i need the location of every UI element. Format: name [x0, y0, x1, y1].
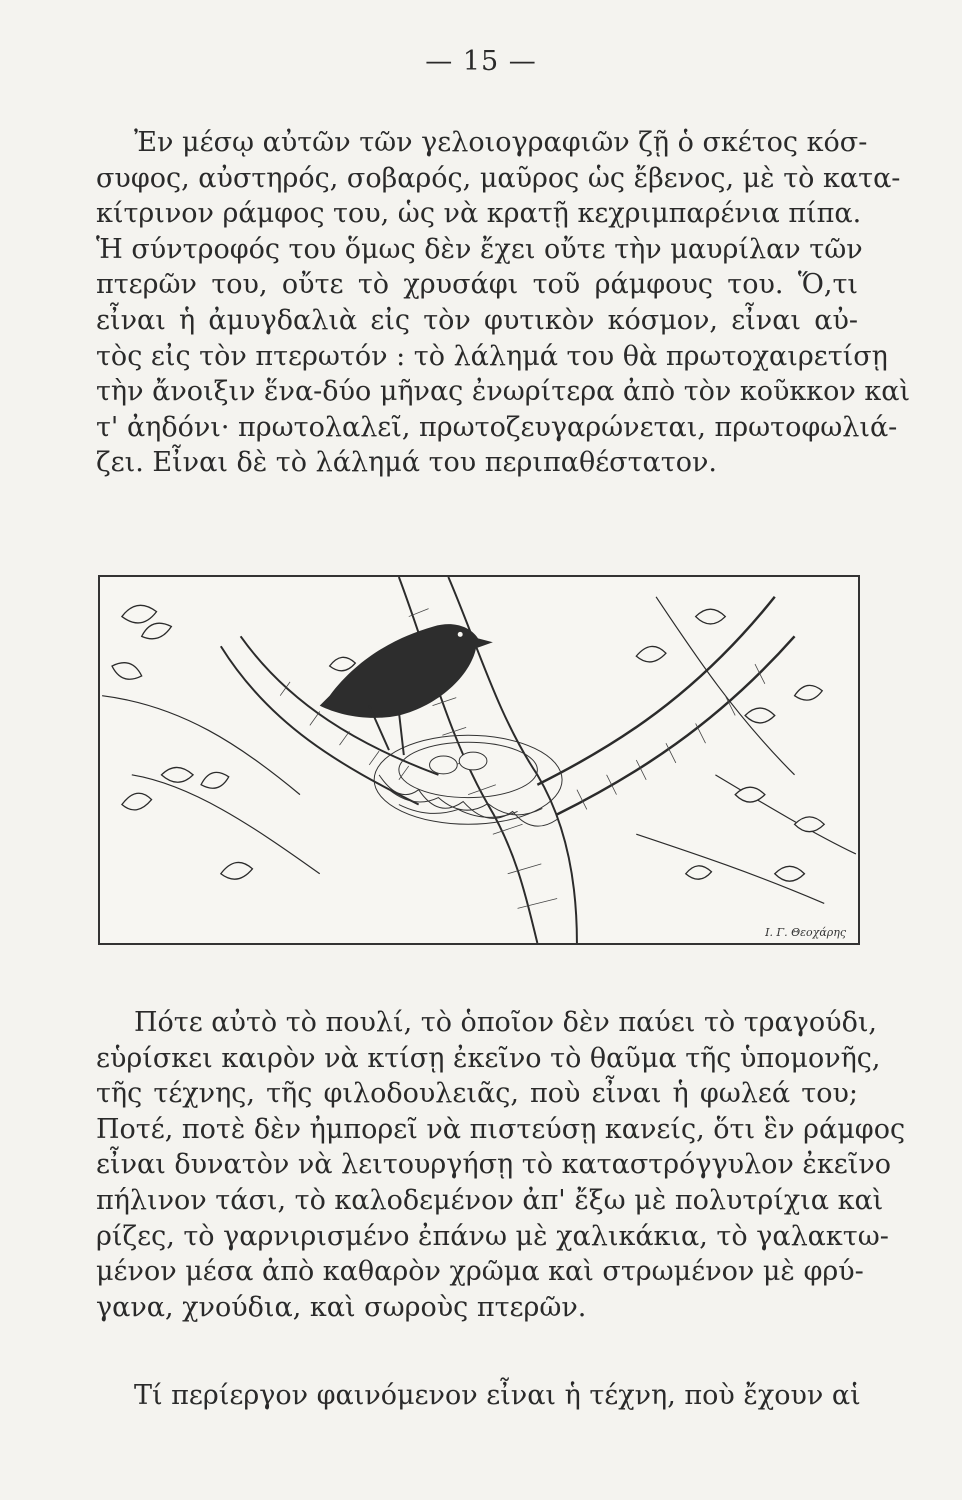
text-line: ρίζες, τὸ γαρνιρισμένο ἐπάνω μὲ χαλικάκια, τὸ γαλακτω- [96, 1220, 889, 1252]
text-line: γανα, χνούδια, καὶ σωροὺς πτερῶν. [96, 1291, 587, 1323]
text-line: Ἡ σύντροφός του ὅμως δὲν ἔχει οὔτε τὴν μαυρίλαν τῶν [96, 233, 863, 265]
text-line: Ἐν μέσῳ αὐτῶν τῶν γελοιογραφιῶν ζῇ ὁ σκέτος κόσ- [134, 127, 868, 158]
text-line: Ποτέ, ποτὲ δὲν ἠμπορεῖ νὰ πιστεύσῃ κανείς, ὅτι ἓν ράμφος [96, 1113, 906, 1145]
illustration-drawing [100, 577, 858, 943]
text-line: τὸς εἰς τὸν πτερωτόν : τὸ λάλημά του θὰ πρωτοχαιρετίσῃ [96, 340, 888, 372]
text-line: τ' ἀηδόνι· πρωτολαλεῖ, πρωτοζευγαρώνεται, πρωτοφωλιά- [96, 411, 898, 443]
paragraph-2 [96, 1005, 906, 1325]
illustrator-signature: Ι. Γ. Θεοχάρης [765, 926, 846, 939]
blackbird-nest-illustration [98, 575, 860, 945]
text-line: Πότε αὐτὸ τὸ πουλί, τὸ ὁποῖον δὲν παύει τὸ τραγούδι, [134, 1007, 877, 1038]
text-line: εὑρίσκει καιρὸν νὰ κτίσῃ ἐκεῖνο τὸ θαῦμα τῆς ὑπομονῆς, [96, 1042, 881, 1074]
page-number: — 15 — [425, 46, 537, 77]
paragraph-3 [96, 1378, 861, 1414]
text-line: Τί περίεργον φαινόμενον εἶναι ἡ τέχνη, ποὺ ἔχουν αἱ [134, 1380, 861, 1411]
text-line: κίτρινον ράμφος του, ὡς νὰ κρατῇ κεχριμπαρένια πίπα. [96, 198, 862, 230]
text-line: πήλινον τάσι, τὸ καλοδεμένον ἀπ' ἔξω μὲ πολυτρίχια καὶ [96, 1184, 884, 1216]
text-line: εἶναι ἡ ἀμυγδαλιὰ εἰς τὸν φυτικὸν κόσμον, εἶναι αὐ- [96, 304, 858, 336]
text-line: τῆς τέχνης, τῆς φιλοδουλειᾶς, ποὺ εἶναι ἡ φωλεά του; [96, 1078, 858, 1110]
text-line: τὴν ἄνοιξιν ἕνα-δύο μῆνας ἐνωρίτερα ἀπὸ τὸν κοῦκκον καὶ [96, 376, 911, 408]
text-line: συφος, αὐστηρός, σοβαρός, μαῦρος ὡς ἔβενος, μὲ τὸ κατα- [96, 162, 901, 194]
text-line: ζει. Εἶναι δὲ τὸ λάλημά του περιπαθέστατον. [96, 447, 717, 479]
text-line: μένον μέσα ἀπὸ καθαρὸν χρῶμα καὶ στρωμένον μὲ φρύ- [96, 1256, 864, 1288]
paragraph-1 [96, 125, 911, 481]
text-line: εἶναι δυνατὸν νὰ λειτουργήσῃ τὸ καταστρόγγυλον ἐκεῖνο [96, 1149, 891, 1181]
text-line: πτερῶν του, οὔτε τὸ χρυσάφι τοῦ ράμφους του. Ὅ,τι [96, 269, 858, 301]
